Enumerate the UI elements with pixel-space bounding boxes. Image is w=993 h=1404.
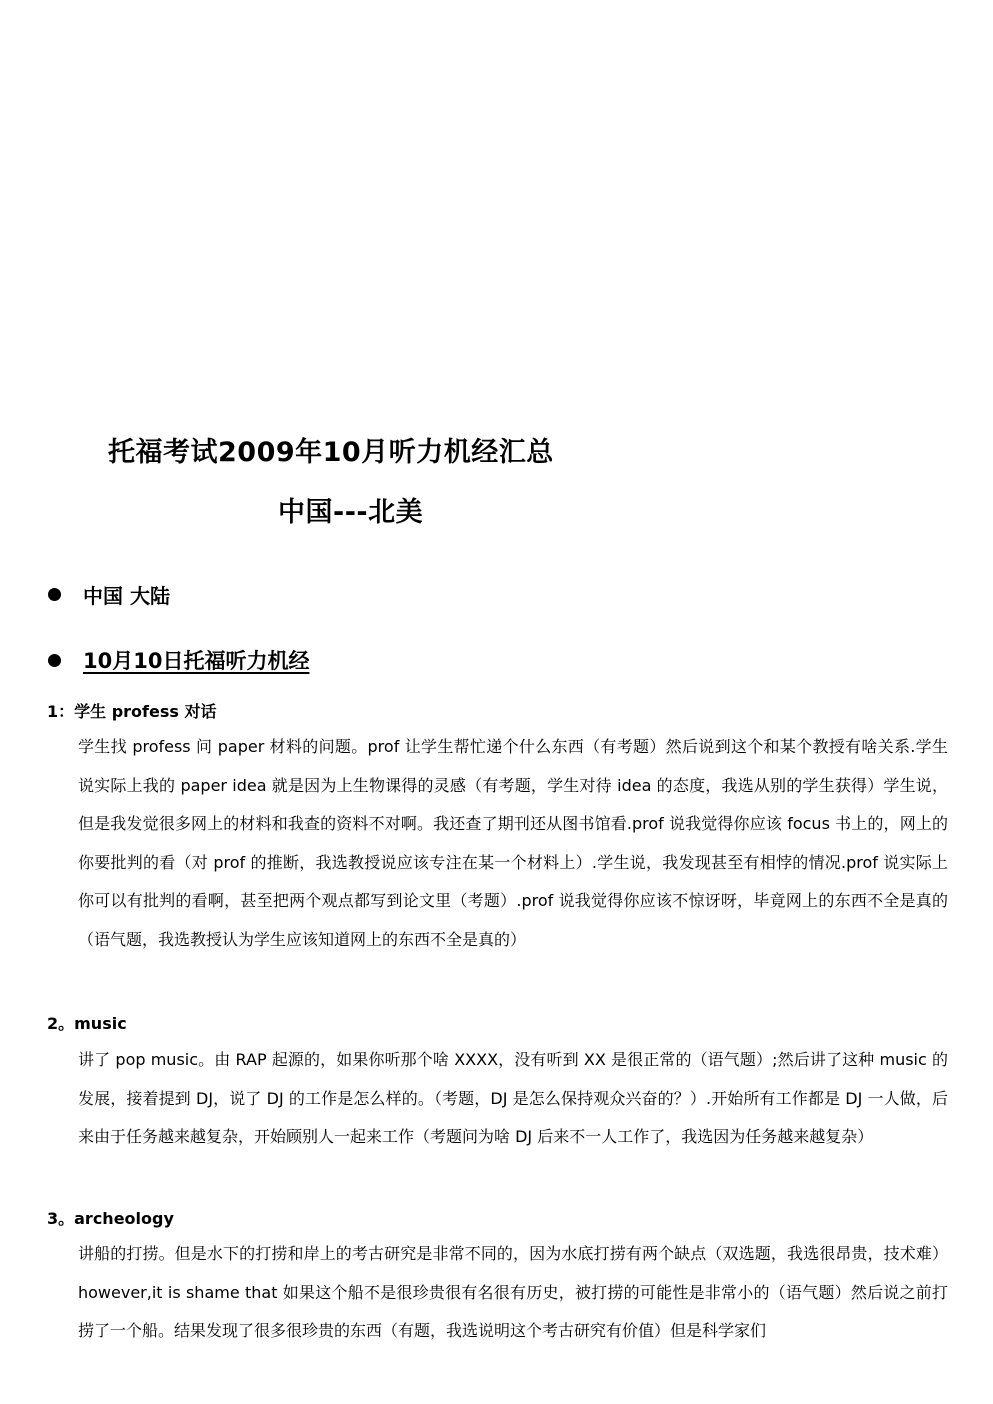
bullet-dot-icon [48,654,61,667]
section-body-3: 讲船的打捞。但是水下的打捞和岸上的考古研究是非常不同的，因为水底打捞有两个缺点（双选题，我选很昂贵，技术难）however,it is shame that 如果这个船不是很珍贵很有名很有历史，被打捞的可能性是非常小的（语气题）然后说之前打捞了一个船。结果发现了很多很珍贵的东西（有题，我选说明这个考古研究有价值）但是科学家们 [78,1244,948,1340]
section-heading-3: 3。archeology [47,1209,174,1228]
section-body-1: 学生找 profess 问 paper 材料的问题。prof 让学生帮忙递个什么东西（有考题）然后说到这个和某个教授有啥关系.学生说实际上我的 paper idea 就是因为上生物课得的灵感（有考题，学生对待 idea 的态度，我选从别的学生获得）学生说，但是我发觉很多网上的材料和我查的资料不对啊。我还查了期刊还从图书馆看.prof 说我觉得你应该 focus 书上的，网上的你要批判的看（对 prof 的推断，我选教授说应该专注在某一个材料上）.学生说，我发现甚至有相悖的情况.prof 说实际上你可以有批判的看啊，甚至把两个观点都写到论文里（考题）.prof 说我觉得你应该不惊讶呀，毕竟网上的东西不全是真的（语气题，我选教授认为学生应该知道网上的东西不全是真的） [78,737,948,949]
bullet-item-date [48,645,309,675]
section-heading-1: 1：学生 profess 对话 [47,702,217,721]
document-title: 托福考试2009年10月听力机经汇总 [108,437,554,468]
bullet-text: 中国 大陆 [83,584,170,608]
document-subtitle: 中国---北美 [278,497,424,528]
bullet-item-region [48,580,170,609]
section-heading-2: 2。music [47,1014,127,1033]
section-body-2: 讲了 pop music。由 RAP 起源的，如果你听那个啥 XXXX，没有听到 XX 是很正常的（语气题）;然后讲了这种 music 的发展，接着提到 DJ，说了 DJ 的工作是怎么样的。（考题，DJ 是怎么保持观众兴奋的？）.开始所有工作都是 DJ 一人做，后来由于任务越来越复杂，开始顾别人一起来工作（考题问为啥 DJ 后来不一人工作了，我选因为任务越来越复杂） [78,1050,948,1146]
bullet-text: 10月10日托福听力机经 [83,649,310,673]
bullet-dot-icon [48,588,61,601]
